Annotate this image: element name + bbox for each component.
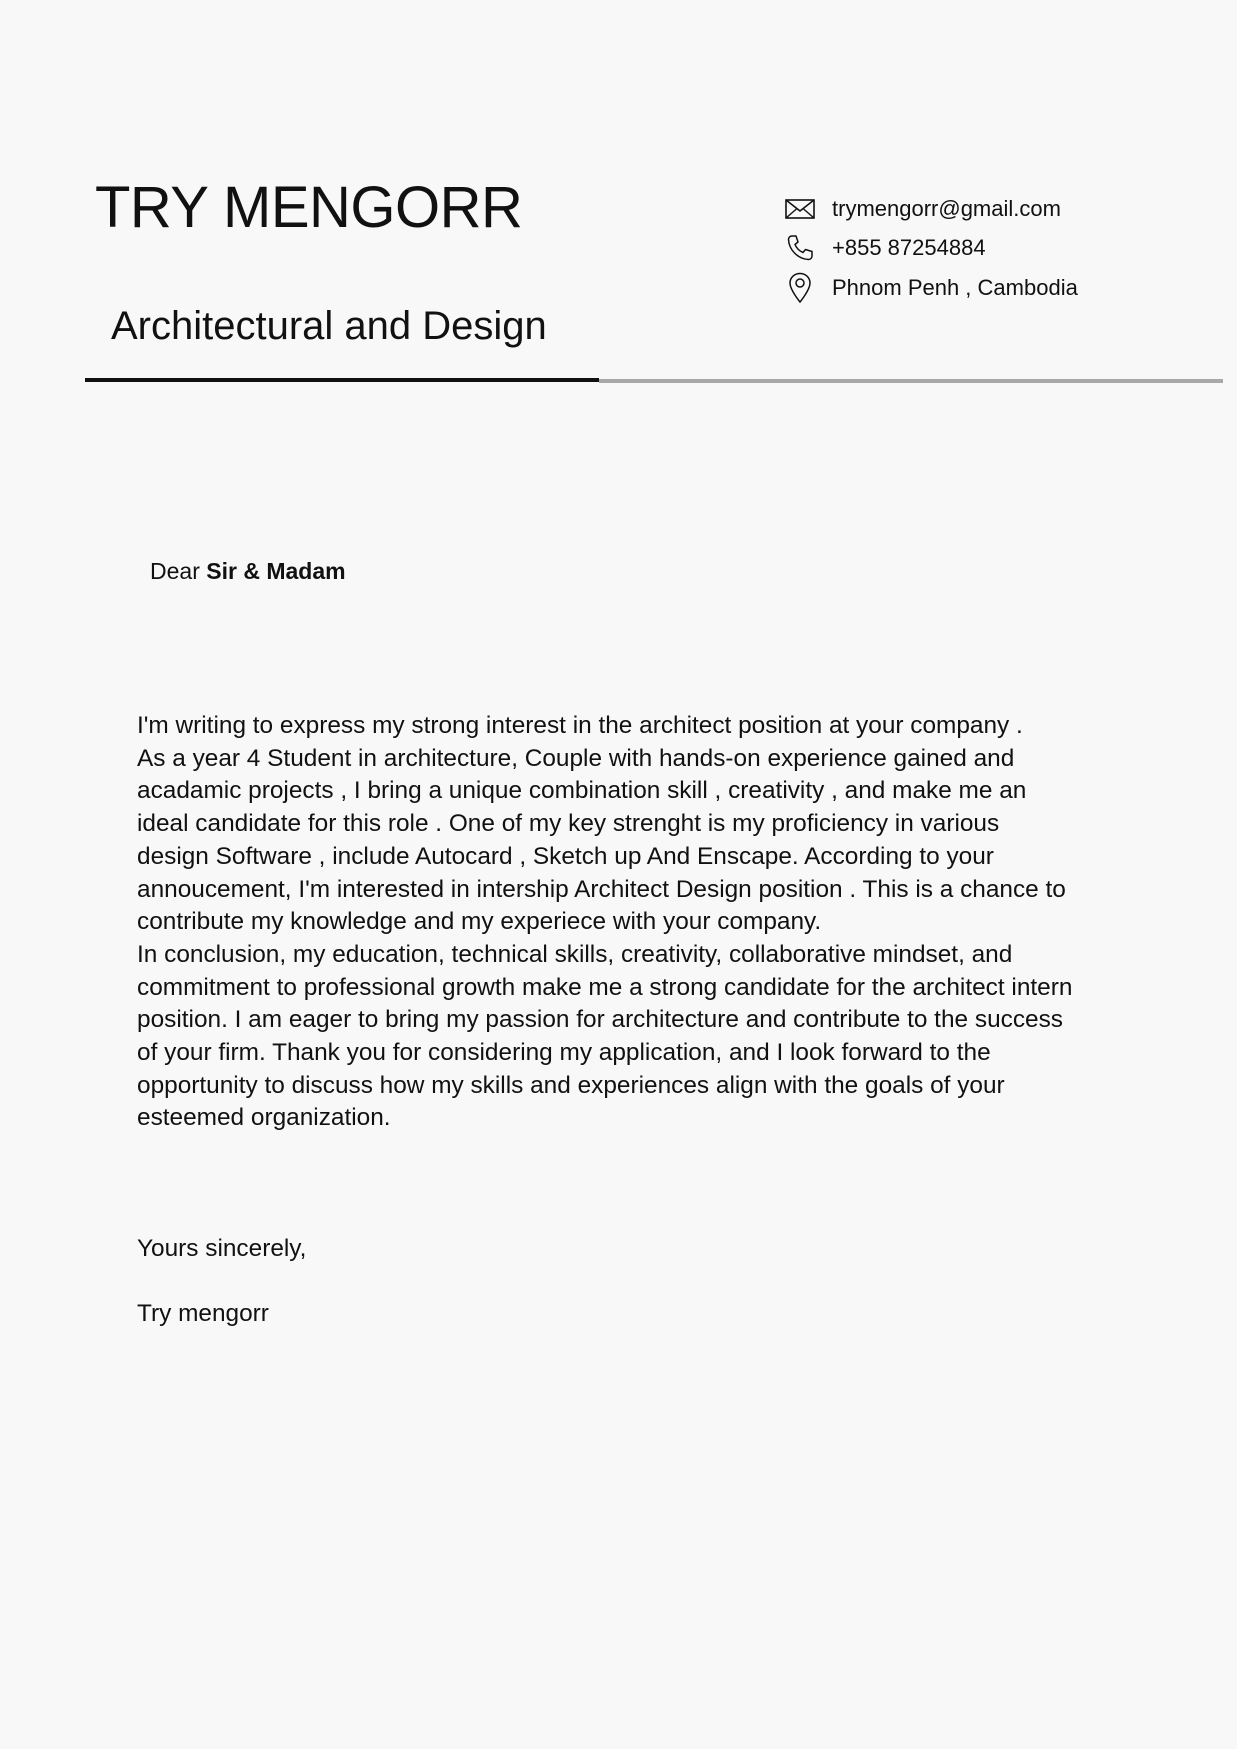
contact-email[interactable]: trymengorr@gmail.com — [832, 195, 1061, 221]
salutation — [150, 555, 346, 587]
applicant-title: Architectural and Design — [111, 304, 547, 348]
contact-location-row — [784, 268, 1204, 308]
letter-closing: Yours sincerely, — [137, 1235, 307, 1262]
applicant-name: TRY MENGORR — [95, 175, 523, 240]
location-pin-icon — [784, 272, 816, 304]
body-paragraph-intro: I'm writing to express my strong interest in the architect position at your company . — [137, 712, 1023, 739]
body-paragraph-conclusion: In conclusion, my education, technical skills, creativity, collaborative mindset, and commitment to professional growth make me a strong candidate for the architect intern position. I am eager to bring my passion for architecture and contribute to the success of your firm. Thank you for considering my application, and I look forward to the opportunity to discuss how my skills and experiences align with the goals of your esteemed organization. — [137, 940, 1073, 1132]
contact-location: Phnom Penh , Cambodia — [832, 274, 1078, 300]
contact-info — [784, 189, 1204, 308]
letter-signature: Try mengorr — [137, 1300, 269, 1327]
salutation-recipient: Sir & Madam — [206, 558, 346, 584]
letter-body — [137, 710, 1077, 1135]
header-divider-light — [599, 379, 1223, 383]
phone-icon — [784, 232, 816, 264]
salutation-lead: Dear — [150, 558, 207, 584]
header-divider-dark — [85, 378, 599, 382]
contact-email-row — [784, 189, 1204, 229]
body-paragraph-experience: As a year 4 Student in architecture, Couple with hands-on experience gained and acadamic projects , I bring a unique combination skill , creativity , and make me an ideal candidate for this role . One of my key strenght is my proficiency in various design Software , include Autocard , Sketch up And Enscape. According to your annoucement, I'm interested in intership Architect Design position . This is a chance to contribute my knowledge and my experiece with your company. — [137, 744, 1066, 936]
contact-phone-row — [784, 229, 1204, 269]
contact-phone[interactable]: +855 87254884 — [832, 235, 986, 261]
envelope-icon — [784, 193, 816, 225]
